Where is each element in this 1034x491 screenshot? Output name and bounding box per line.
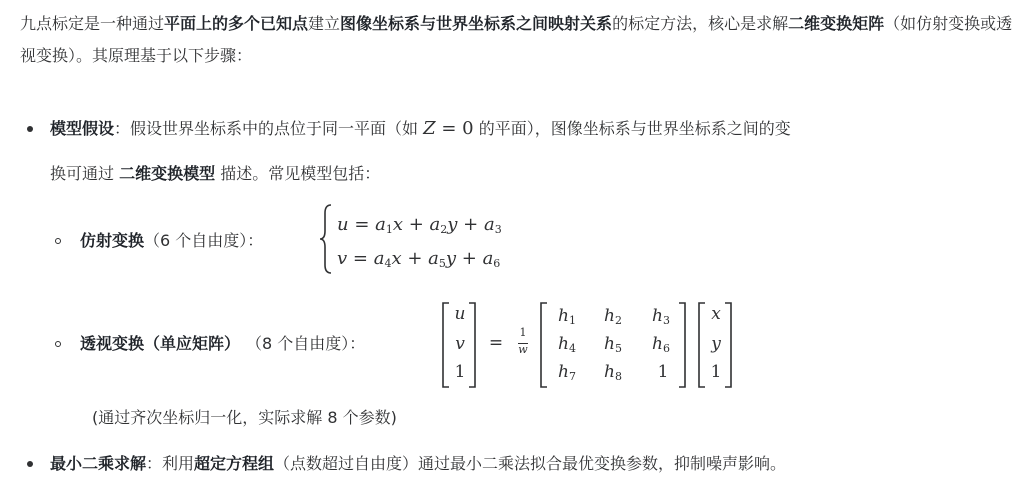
rhs-one: 1: [710, 362, 722, 382]
frac-num: 1: [519, 326, 527, 339]
intro-paragraph: [20, 8, 1015, 72]
model-bold-1: 二维变换模型: [119, 164, 216, 183]
persp-desc: （8 个自由度）：: [254, 334, 366, 353]
h-1: $h_1$: [558, 306, 576, 327]
intro-bold-3: 二维变换矩阵: [788, 14, 885, 33]
h-4: $h_4$: [558, 334, 576, 355]
eq1-s1: 1: [385, 223, 393, 236]
persp-note: (通过齐次坐标归一化，实际求解 8 个参数): [92, 408, 397, 427]
model-text-2: 的平面），图像坐标系与世界坐标系之间的变: [473, 119, 791, 138]
rhs-bracket-right: [724, 302, 732, 388]
eq1-s2: 2: [440, 223, 448, 236]
bullet-least-squares: [27, 461, 33, 467]
model-line-1: [50, 117, 791, 141]
h-3: $h_3$: [652, 306, 670, 327]
eq1-c: a: [483, 214, 495, 235]
bullet-model: [27, 126, 33, 132]
eq2-a: a: [373, 248, 385, 269]
eq2-y: y: [445, 248, 457, 269]
ls-bold-1: 超定方程组: [194, 454, 275, 473]
eq2-b: a: [428, 248, 439, 269]
eq2-s3: 6: [493, 257, 501, 270]
intro-bold-1: 平面上的多个已知点: [164, 14, 309, 33]
eq1-a: a: [375, 214, 386, 235]
model-line-2: [50, 162, 380, 186]
persp-line: [80, 332, 365, 356]
lhs-bracket-right: [468, 302, 476, 388]
h-2: $h_2$: [604, 306, 622, 327]
lhs-bracket-left: [442, 302, 450, 388]
h-8: $h_8$: [604, 362, 622, 383]
affine-label: 仿射变换: [80, 231, 145, 250]
ls-text-2: （点数超过自由度）通过最小二乘法拟合最优变换参数，抑制噪声影响。: [274, 454, 787, 473]
eq1-lhs: u: [337, 214, 349, 235]
lhs-v: v: [455, 334, 465, 354]
eq2-s1: 4: [384, 257, 392, 270]
affine-eq-2: $v = a_4x + a_5y + a_6$: [337, 248, 501, 270]
rhs-y: y: [711, 334, 721, 354]
ls-text-1: ：利用: [146, 454, 195, 473]
affine-line: [80, 229, 263, 253]
model-text-1: ：假设世界坐标系中的点位于同一平面（如: [114, 119, 424, 138]
intro-bold-2: 图像坐标系与世界坐标系之间映射关系: [340, 14, 613, 33]
equals-sign: =: [488, 333, 504, 353]
affine-eq-1: $u = a_1x + a_2y + a_3$: [337, 214, 502, 236]
h-bracket-right: [678, 302, 686, 388]
eq2-c: a: [482, 248, 494, 269]
affine-brace: [318, 203, 334, 275]
eq1-x: x: [392, 214, 404, 235]
intro-text-3: 的标定方法，核心是求解: [612, 14, 789, 33]
affine-desc: （6 个自由度）：: [144, 231, 264, 250]
intro-text-4: （如仿射变换或透视变换）。其原理基于以下步骤：: [20, 14, 1013, 65]
rhs-bracket-left: [698, 302, 706, 388]
eq2-x: x: [391, 248, 402, 269]
math-eq-zero: = 0: [435, 118, 474, 139]
eq2-s2: 5: [438, 257, 446, 270]
model-label: 模型假设: [50, 119, 115, 138]
ls-label: 最小二乘求解: [50, 454, 147, 473]
least-squares-line: [50, 452, 786, 476]
eq2-lhs: v: [337, 248, 348, 269]
math-z: Z: [423, 118, 436, 139]
eq1-y: y: [447, 214, 458, 235]
h-6: $h_6$: [652, 334, 670, 355]
lhs-u: u: [454, 304, 466, 324]
h-9: 1: [657, 362, 669, 382]
frac-den: w: [518, 343, 528, 356]
model-text-4: 描述。常见模型包括：: [215, 164, 381, 183]
h-5: $h_5$: [604, 334, 622, 355]
model-text-3: 换可通过: [50, 164, 120, 183]
h-7: $h_7$: [558, 362, 576, 383]
eq1-s3: 3: [494, 223, 502, 236]
lhs-one: 1: [454, 362, 466, 382]
circle-perspective: [55, 341, 61, 347]
eq1-b: a: [429, 214, 441, 235]
persp-label: 透视变换（单应矩阵）: [80, 334, 241, 353]
rhs-x: x: [711, 304, 721, 324]
h-bracket-left: [540, 302, 548, 388]
circle-affine: [55, 238, 61, 244]
intro-text-2: 建立: [308, 14, 341, 33]
intro-text-1: 九点标定是一种通过: [20, 14, 165, 33]
